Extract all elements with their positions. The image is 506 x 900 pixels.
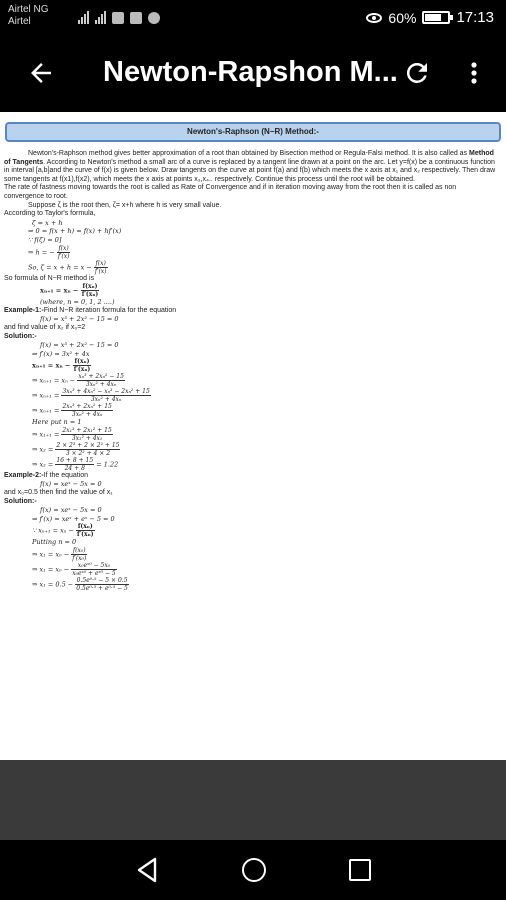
fraction: [55, 442, 120, 457]
content-view[interactable]: [0, 112, 506, 760]
fraction-denominator: 3 × 2² + 4 × 2: [65, 449, 111, 457]
fraction-denominator: 3xₙ² + 4xₙ: [71, 411, 103, 419]
fraction-denominator: f′(xₙ): [77, 531, 94, 539]
fraction-denominator: 3x₁² + 4x₁: [71, 434, 103, 442]
equation-line: f(x) = xeˣ − 5x = 0: [40, 480, 102, 489]
fraction-numerator: f(xₙ): [74, 358, 90, 366]
equation-text: ⇒ x₁ = x₀ −: [32, 550, 70, 559]
equation-line: Putting n = 0: [32, 538, 77, 547]
convergence-text: The rate of fastness moving towards the root is called as Rate of Convergence and if in iteration moving away from the root then it is called as non convergence to root.: [4, 184, 457, 200]
eye-comfort-icon: [366, 13, 382, 23]
nav-back-icon[interactable]: [136, 857, 158, 883]
example-1: [4, 307, 498, 316]
app-notification-icon: [148, 12, 160, 24]
equation-line: [4, 427, 498, 442]
example-label: Example-1:-: [4, 306, 44, 314]
nav-home-icon[interactable]: [242, 858, 266, 882]
image-icon: [112, 12, 124, 24]
more-vert-icon[interactable]: [464, 58, 484, 88]
mail-icon: [130, 12, 142, 24]
equation-line: [4, 283, 498, 298]
fraction-denominator: 3xₙ² + 4xₙ: [90, 396, 122, 404]
equation-text: ⇒ xₙ₊₁ =: [32, 391, 60, 400]
fraction-denominator: f′(x₀): [72, 555, 87, 563]
fraction: [76, 523, 95, 538]
solution-label: Solution:-: [4, 497, 37, 505]
intro-text-2: . According to Newton's method a small arc of a curve is replaced by a tangent line drawn at a point on the arc. Let y=f(x) be a continuous function in interval [a,b]and the curve of f(x) is given below. Draw tangents on the curve at point f(a) and f(b) which meets the x axis at x₁ and x₂ respectively. Then draw some tangents at f(x1),f(x2), which meets the x axis at points x₃,x₄.. respectively. Continue this process until the root will be obtained.: [4, 158, 496, 183]
formula-intro: So formula of N−R method is: [4, 274, 95, 282]
section-header: Newton's-Raphson (N−R) Method:-: [5, 122, 501, 142]
signal-icons: [78, 10, 160, 24]
fraction-numerator: 3xₙ³ + 4xₙ² − xₙ³ − 2xₙ² + 15: [62, 388, 150, 396]
refresh-icon[interactable]: [402, 58, 432, 88]
fraction-denominator: 24 + 8: [64, 464, 85, 472]
fraction-denominator: f′(xₙ): [73, 366, 91, 374]
fraction-denominator: 3xₙ² + 4xₙ: [85, 381, 117, 389]
carrier-secondary: Airtel: [8, 16, 31, 27]
app-bar: [0, 36, 506, 112]
fraction-denominator: 0.5e⁰·⁵ + e⁰·⁵ − 5: [76, 585, 128, 593]
equation-line: ⇒ 0 = f(x + h) = f(x) + hf′(x): [28, 227, 122, 236]
solution-label: Solution:-: [4, 332, 37, 340]
fraction: [57, 245, 71, 260]
fraction: [75, 577, 129, 592]
bottom-panel: [0, 760, 506, 840]
fraction: [81, 283, 100, 298]
clock: 17:13: [456, 9, 494, 26]
fraction-numerator: f(x): [58, 244, 69, 252]
example-text: Find N−R iteration formula for the equation: [43, 306, 177, 314]
equation-text: ⇒ x₂ =: [32, 445, 54, 454]
equation-line: [4, 245, 498, 260]
equation-line: [4, 260, 498, 275]
equation-line: ζ = x + h: [32, 218, 63, 227]
fraction-denominator: f′(x): [94, 267, 107, 275]
equation-line: f(x) = x³ + 2x² − 15 = 0: [40, 341, 119, 350]
fraction: [77, 373, 125, 388]
fraction-numerator: x₀eˣ⁰ − 5x₀: [71, 562, 116, 570]
fraction: [55, 457, 94, 472]
example-label: Example-2:-: [4, 471, 44, 479]
equation-line: [4, 523, 498, 538]
signal-icon: [78, 10, 89, 24]
status-bar: [0, 0, 506, 36]
fraction: [61, 403, 112, 418]
equation-text: ∵ xₙ₊₁ = xₙ −: [32, 526, 74, 535]
equation-text: ⇒ x₁ = 0.5 −: [32, 580, 74, 589]
fraction-denominator: x₀eˣ⁰ + eˣ⁰ − 5: [72, 570, 116, 578]
signal-icon: [95, 10, 106, 24]
equation-line: f(x) = xeˣ − 5x = 0: [40, 506, 102, 515]
fraction-numerator: 2 × 2³ + 2 × 2² + 15: [56, 441, 120, 449]
equation-line: [4, 442, 498, 457]
equation-line: ∵ f(ζ) = 0]: [28, 235, 62, 244]
equation-line: ⇒ f′(x) = 3x² + 4x: [32, 349, 90, 358]
page-title: Newton-Rapshon M...: [103, 56, 398, 88]
equation-line: [4, 562, 498, 577]
status-right: [366, 9, 494, 26]
equation-text: ⇒ x₂ =: [32, 460, 54, 469]
system-nav-bar: [0, 840, 506, 900]
equation-line: [4, 388, 498, 403]
nav-recent-apps-icon[interactable]: [349, 859, 371, 881]
fraction: [73, 358, 92, 373]
fraction-numerator: 16 + 8 + 15: [56, 456, 94, 464]
fraction-numerator: 2x₁³ + 2x₁² + 15: [62, 426, 112, 434]
fraction-numerator: 0.5e⁰·⁵ − 5 × 0.5: [76, 577, 128, 585]
fraction-numerator: f(x₀): [72, 547, 86, 555]
fraction-numerator: 2xₙ³ + 2xₙ² + 15: [62, 403, 112, 411]
equation-text: xₙ₊₁ = xₙ −: [32, 361, 71, 370]
fraction-denominator: f′(xₙ): [81, 291, 99, 299]
fraction-denominator: f′(x): [57, 252, 70, 260]
equation-line: [4, 457, 498, 472]
equation-line: ⇒ f′(x) = xeˣ + eˣ − 5 = 0: [32, 514, 115, 523]
battery-percent: 60%: [388, 9, 417, 26]
equation-text: ⇒ x₁₊₁ =: [32, 430, 60, 439]
intro-bold-term: Method of Tangents: [4, 150, 494, 166]
taylor-label: According to Taylor's formula,: [4, 210, 96, 218]
equation-result: = 1.22: [96, 460, 119, 469]
fraction-numerator: f(xₙ): [77, 523, 93, 531]
fraction-numerator: f(x): [95, 259, 106, 267]
equation-line: [4, 373, 498, 388]
carrier-info: [8, 4, 49, 28]
equation-line: [4, 577, 498, 592]
equation-text: xₙ₊₁ = xₙ −: [40, 286, 79, 295]
carrier-primary: Airtel NG: [8, 4, 49, 15]
equation-text: ⇒ xₙ₊₁ =: [32, 406, 60, 415]
back-arrow-icon[interactable]: [26, 58, 56, 88]
fraction: [94, 260, 108, 275]
fraction-numerator: f(xₙ): [82, 283, 98, 291]
intro-text: Newton's-Raphson method gives better approximation of a root than obtained by Bisection method or Regula-Falsi method. It is also called as: [28, 150, 470, 157]
example-2-find: and x₀=0.5 then find the value of x₁: [4, 489, 113, 497]
equation-text: ⇒ xₙ₊₁ = xₙ −: [32, 376, 76, 385]
equation-line: Here put n = 1: [32, 418, 82, 427]
equation-line: [4, 403, 498, 418]
suppose-text: Suppose ζ is the root then, ζ= x+h where h is very small value.: [28, 201, 222, 209]
example-2: [4, 472, 498, 481]
equation-text: ⇒ h = −: [28, 248, 55, 257]
equation-text: So, ζ = x + h = x −: [28, 263, 92, 272]
battery-icon: [422, 11, 450, 24]
fraction-numerator: xₙ³ + 2xₙ² − 15: [78, 373, 124, 381]
document-body: [4, 150, 498, 592]
equation-line: (where, n = 0, 1, 2 ....): [40, 298, 115, 307]
fraction: [71, 562, 116, 577]
example-1-find: and find value of x₂ if x₀=2: [4, 323, 86, 331]
equation-line: [4, 547, 498, 562]
intro-paragraph: [4, 150, 498, 184]
example-text: If the equation: [43, 471, 89, 479]
equation-line: f(x) = x³ + 2x² − 15 = 0: [40, 315, 119, 324]
fraction: [61, 388, 150, 403]
equation-line: [4, 358, 498, 373]
fraction: [71, 547, 87, 562]
equation-text: ⇒ x₁ = x₀ −: [32, 565, 70, 574]
fraction: [61, 427, 112, 442]
